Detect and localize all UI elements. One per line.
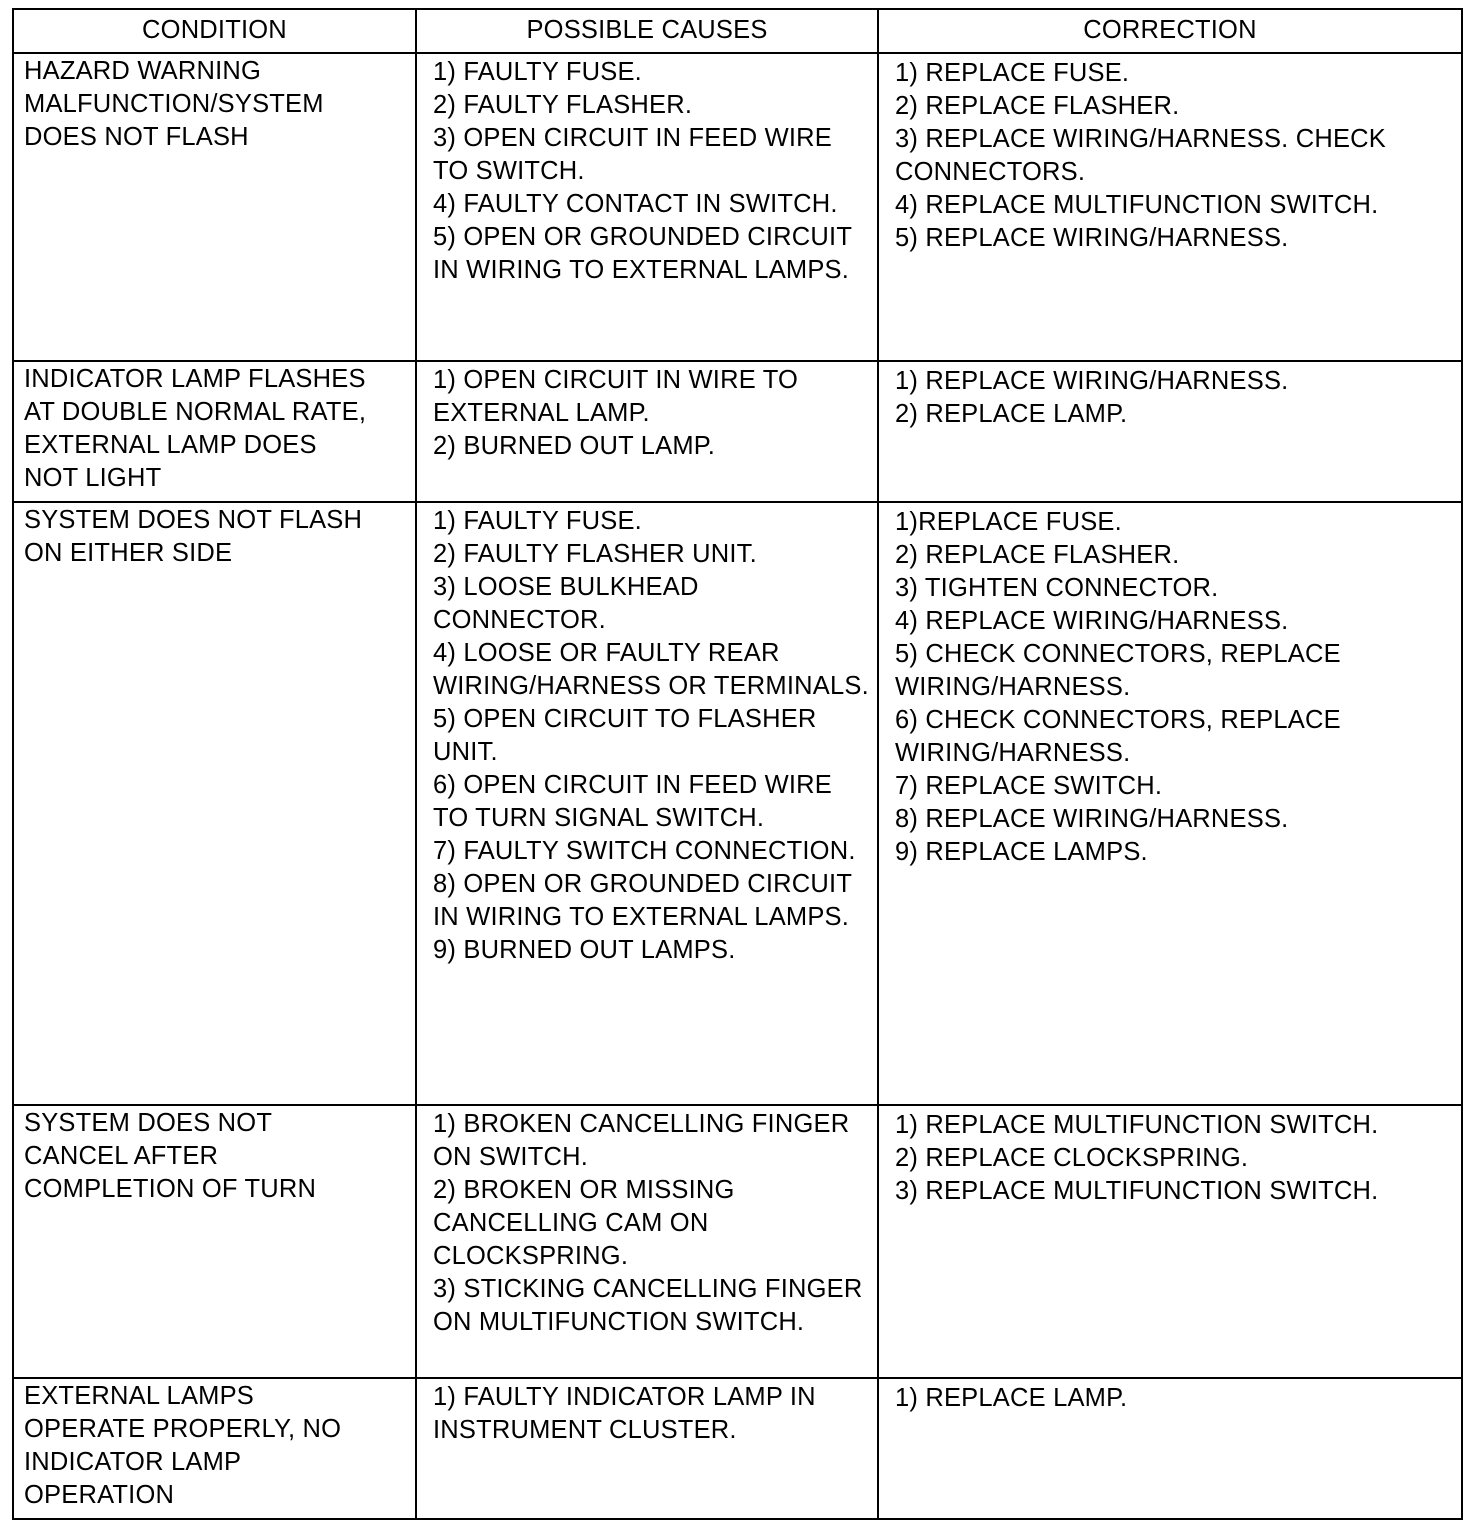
condition-line: SYSTEM DOES NOT FLASH	[24, 506, 363, 534]
correction-item: 4) REPLACE MULTIFUNCTION SWITCH.	[895, 191, 1379, 219]
cause-item: 3) LOOSE BULKHEAD CONNECTOR.	[433, 573, 699, 634]
cause-item: 3) OPEN CIRCUIT IN FEED WIRE TO SWITCH.	[433, 124, 832, 185]
correction-item: 2) REPLACE LAMP.	[895, 400, 1128, 428]
causes-cell	[416, 502, 878, 1105]
cause-item: 2) FAULTY FLASHER.	[433, 91, 693, 119]
cause-item: 7) FAULTY SWITCH CONNECTION.	[433, 837, 856, 865]
diagnosis-table	[12, 8, 1463, 1520]
table-header-row	[13, 9, 1462, 53]
cause-item: 2) BURNED OUT LAMP.	[433, 432, 716, 460]
condition-line: INDICATOR LAMP FLASHES	[24, 365, 366, 393]
condition-line: INDICATOR LAMP	[24, 1448, 242, 1476]
cause-item: 4) LOOSE OR FAULTY REAR WIRING/HARNESS OR TERMINALS.	[433, 639, 869, 700]
table-row	[13, 502, 1462, 1105]
header-condition: CONDITION	[13, 9, 416, 53]
condition-cell	[13, 1105, 416, 1378]
condition-line: AT DOUBLE NORMAL RATE,	[24, 398, 367, 426]
condition-line: CANCEL AFTER	[24, 1142, 219, 1170]
correction-cell	[878, 1378, 1462, 1519]
correction-item: 7) REPLACE SWITCH.	[895, 772, 1163, 800]
correction-item: 1) REPLACE WIRING/HARNESS.	[895, 367, 1289, 395]
condition-line: COMPLETION OF TURN	[24, 1175, 317, 1203]
correction-cell	[878, 53, 1462, 361]
causes-cell	[416, 1105, 878, 1378]
correction-item: 1) REPLACE FUSE.	[895, 59, 1130, 87]
correction-item: 2) REPLACE CLOCKSPRING.	[895, 1144, 1249, 1172]
condition-line: OPERATE PROPERLY, NO	[24, 1415, 342, 1443]
condition-cell	[13, 53, 416, 361]
correction-cell	[878, 361, 1462, 502]
condition-line: DOES NOT FLASH	[24, 123, 249, 151]
table-row	[13, 1105, 1462, 1378]
correction-item: 3) TIGHTEN CONNECTOR.	[895, 574, 1219, 602]
header-correction: CORRECTION	[878, 9, 1462, 53]
cause-item: 5) OPEN CIRCUIT TO FLASHER UNIT.	[433, 705, 817, 766]
correction-cell	[878, 502, 1462, 1105]
correction-item: 1)REPLACE FUSE.	[895, 508, 1122, 536]
condition-line: EXTERNAL LAMP DOES	[24, 431, 317, 459]
header-possible-causes: POSSIBLE CAUSES	[416, 9, 878, 53]
cause-item: 1) BROKEN CANCELLING FINGER ON SWITCH.	[433, 1110, 850, 1171]
correction-item: 4) REPLACE WIRING/HARNESS.	[895, 607, 1289, 635]
correction-item: 9) REPLACE LAMPS.	[895, 838, 1148, 866]
condition-cell	[13, 502, 416, 1105]
correction-item: 2) REPLACE FLASHER.	[895, 92, 1180, 120]
cause-item: 2) FAULTY FLASHER UNIT.	[433, 540, 757, 568]
correction-item: 1) REPLACE MULTIFUNCTION SWITCH.	[895, 1111, 1379, 1139]
causes-cell	[416, 361, 878, 502]
correction-item: 5) CHECK CONNECTORS, REPLACE WIRING/HARNESS.	[895, 640, 1341, 701]
causes-cell	[416, 1378, 878, 1519]
cause-item: 1) FAULTY FUSE.	[433, 507, 642, 535]
condition-line: OPERATION	[24, 1481, 175, 1509]
condition-line: NOT LIGHT	[24, 464, 162, 492]
cause-item: 1) FAULTY FUSE.	[433, 58, 642, 86]
cause-item: 8) OPEN OR GROUNDED CIRCUIT IN WIRING TO EXTERNAL LAMPS.	[433, 870, 852, 931]
cause-item: 1) OPEN CIRCUIT IN WIRE TO EXTERNAL LAMP.	[433, 366, 799, 427]
cause-item: 3) STICKING CANCELLING FINGER ON MULTIFUNCTION SWITCH.	[433, 1275, 863, 1336]
condition-cell	[13, 1378, 416, 1519]
causes-cell	[416, 53, 878, 361]
cause-item: 1) FAULTY INDICATOR LAMP IN INSTRUMENT CLUSTER.	[433, 1383, 816, 1444]
cause-item: 9) BURNED OUT LAMPS.	[433, 936, 736, 964]
correction-item: 1) REPLACE LAMP.	[895, 1384, 1128, 1412]
table-row	[13, 53, 1462, 361]
condition-line: ON EITHER SIDE	[24, 539, 233, 567]
condition-line: HAZARD WARNING	[24, 57, 262, 85]
table-row	[13, 1378, 1462, 1519]
correction-item: 3) REPLACE MULTIFUNCTION SWITCH.	[895, 1177, 1379, 1205]
correction-item: 3) REPLACE WIRING/HARNESS. CHECK CONNECTORS.	[895, 125, 1386, 186]
cause-item: 6) OPEN CIRCUIT IN FEED WIRE TO TURN SIGNAL SWITCH.	[433, 771, 832, 832]
correction-item: 2) REPLACE FLASHER.	[895, 541, 1180, 569]
cause-item: 5) OPEN OR GROUNDED CIRCUIT IN WIRING TO EXTERNAL LAMPS.	[433, 223, 852, 284]
correction-item: 8) REPLACE WIRING/HARNESS.	[895, 805, 1289, 833]
condition-line: EXTERNAL LAMPS	[24, 1382, 255, 1410]
correction-item: 5) REPLACE WIRING/HARNESS.	[895, 224, 1289, 252]
correction-cell	[878, 1105, 1462, 1378]
table-row	[13, 361, 1462, 502]
cause-item: 2) BROKEN OR MISSING CANCELLING CAM ON CLOCKSPRING.	[433, 1176, 735, 1270]
condition-line: SYSTEM DOES NOT	[24, 1109, 273, 1137]
condition-cell	[13, 361, 416, 502]
correction-item: 6) CHECK CONNECTORS, REPLACE WIRING/HARNESS.	[895, 706, 1341, 767]
condition-line: MALFUNCTION/SYSTEM	[24, 90, 324, 118]
cause-item: 4) FAULTY CONTACT IN SWITCH.	[433, 190, 838, 218]
